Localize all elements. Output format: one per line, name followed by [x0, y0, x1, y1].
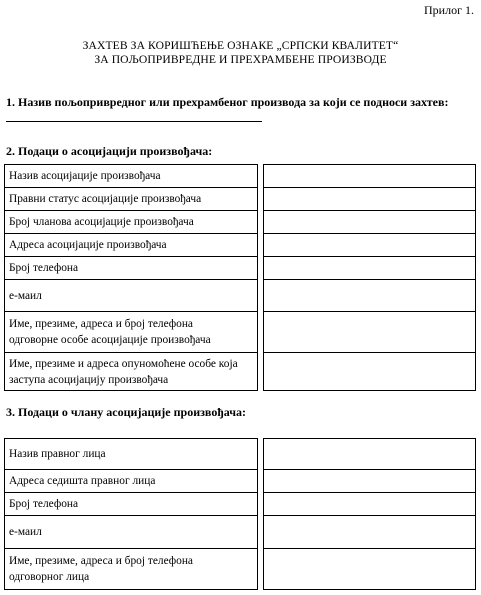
table-row	[5, 211, 476, 234]
table-row	[5, 353, 476, 391]
field-label: Адреса асоцијације произвођача	[5, 234, 258, 257]
table-row	[5, 516, 476, 549]
title-line-2: ЗА ПОЉОПРИВРЕДНЕ И ПРЕХРАМБЕНЕ ПРОИЗВОДЕ	[94, 53, 387, 66]
field-label: Име, презиме, адреса и број телефона одговорног лица	[5, 549, 258, 590]
association-member-table	[4, 438, 476, 590]
field-value-input[interactable]	[264, 312, 476, 353]
field-label: Правни статус асоцијације произвођача	[5, 188, 258, 211]
field-value-input[interactable]	[264, 188, 476, 211]
annex-label: Прилог 1.	[424, 3, 474, 17]
table-row	[5, 234, 476, 257]
field-value-input[interactable]	[264, 234, 476, 257]
table-row	[5, 280, 476, 312]
field-label: Адреса седишта правног лица	[5, 470, 258, 493]
field-value-input[interactable]	[264, 470, 476, 493]
table-row	[5, 549, 476, 590]
section-2-heading: 2. Подаци о асоцијацији произвођача:	[6, 144, 213, 158]
field-label: Име, презиме и адреса опуномоћене особе која заступа асоцијацију произвођача	[5, 353, 258, 391]
title-line-1: ЗАХТЕВ ЗА КОРИШЋЕЊЕ ОЗНАКЕ „СРПСКИ КВАЛИТЕТ“	[82, 39, 399, 52]
field-label: Број телефона	[5, 257, 258, 280]
field-label: Назив правног лица	[5, 439, 258, 470]
table-row	[5, 470, 476, 493]
product-name-input-line[interactable]	[6, 121, 262, 122]
table-row	[5, 257, 476, 280]
field-value-input[interactable]	[264, 439, 476, 470]
field-value-input[interactable]	[264, 516, 476, 549]
table-row	[5, 165, 476, 188]
field-value-input[interactable]	[264, 165, 476, 188]
field-value-input[interactable]	[264, 353, 476, 391]
section-1-heading: 1. Назив пољопривредног или прехрамбеног производа за који се подноси захтев:	[6, 95, 449, 109]
field-label: Број чланова асоцијације произвођача	[5, 211, 258, 234]
field-value-input[interactable]	[264, 549, 476, 590]
document-title	[0, 39, 481, 67]
table-row	[5, 188, 476, 211]
table-row	[5, 312, 476, 353]
table-row	[5, 493, 476, 516]
section-3-heading: 3. Подаци о члану асоцијације произвођача:	[6, 405, 247, 419]
field-label: Име, презиме, адреса и број телефона одговорне особе асоцијације произвођача	[5, 312, 258, 353]
field-label: e-маил	[5, 280, 258, 312]
field-value-input[interactable]	[264, 211, 476, 234]
field-label: Број телефона	[5, 493, 258, 516]
field-label: Назив асоцијације произвођача	[5, 165, 258, 188]
field-value-input[interactable]	[264, 257, 476, 280]
field-value-input[interactable]	[264, 280, 476, 312]
table-row	[5, 439, 476, 470]
field-value-input[interactable]	[264, 493, 476, 516]
field-label: e-маил	[5, 516, 258, 549]
producer-association-table	[4, 164, 476, 391]
